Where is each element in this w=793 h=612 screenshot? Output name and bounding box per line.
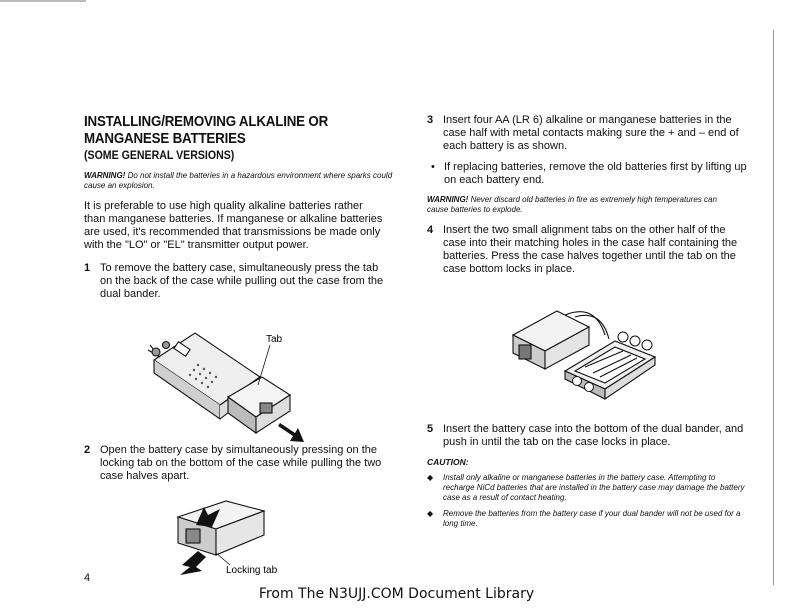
section-heading xyxy=(84,114,388,148)
step-3 xyxy=(427,114,747,153)
fig1-arrow-icon xyxy=(278,423,304,442)
left-warning xyxy=(84,171,394,191)
step-1 xyxy=(84,262,384,301)
fig2-down-arrow-icon xyxy=(180,551,206,575)
fig2-locking-tab-label: Locking tab xyxy=(226,565,278,576)
left-column-lower xyxy=(84,444,384,483)
diamond-bullet-icon: ◆ xyxy=(427,509,434,518)
diamond-bullet-icon: ◆ xyxy=(427,473,434,482)
step-3-text: Insert four AA (LR 6) alkaline or manganese batteries in the case half with metal contacts making sure the + and – end of each battery is as shown. xyxy=(443,114,739,152)
right-warning-text: Never discard old batteries in fire as extremely high temperatures can cause batteries to explode. xyxy=(427,195,717,214)
figure-open-battery-case xyxy=(168,495,298,580)
step-4 xyxy=(427,224,747,276)
step-5-text: Insert the battery case into the bottom of the dual bander, and push in until the tab on the case locks in place. xyxy=(443,423,744,448)
replace-batteries-text: If replacing batteries, remove the old batteries first by lifting up on each battery end. xyxy=(444,161,747,186)
step-4-text: Insert the two small alignment tabs on the other half of the case into their matching holes in the case half containing the batteries. Press the case halves together until the tab on the case bottom locks in place. xyxy=(443,224,738,275)
top-rule xyxy=(0,0,86,2)
figure-battery-case-halves xyxy=(505,305,665,405)
step-2-text: Open the battery case by simultaneously pressing on the locking tab on the bottom of the case while pulling the two case halves apart. xyxy=(100,444,382,482)
right-warning xyxy=(427,195,737,215)
step-1-number: 1 xyxy=(84,262,91,274)
step-1-text: To remove the battery case, simultaneously press the tab on the back of the case while pulling out the case from the dual bander. xyxy=(100,262,384,300)
left-warning-label: WARNING! xyxy=(84,171,126,180)
step-2-number: 2 xyxy=(84,444,91,456)
footer-source: From The N3UJJ.COM Document Library xyxy=(258,586,535,602)
right-column xyxy=(427,114,747,276)
caution-item xyxy=(427,473,747,503)
heading-line-1: INSTALLING/REMOVING ALKALINE OR xyxy=(84,114,329,130)
step-4-number: 4 xyxy=(427,224,434,236)
page-number: 4 xyxy=(84,572,91,584)
step-2 xyxy=(84,444,384,483)
step-5 xyxy=(427,423,747,449)
step-3-number: 3 xyxy=(427,114,434,126)
caution-item xyxy=(427,509,747,529)
intro-paragraph: It is preferable to use high quality alkaline batteries rather than manganese batteries. If manganese or alkaline batteries are used, it's recommended that transmissions be made only with the "LO" or "EL" transmitter output power. xyxy=(84,200,383,251)
caution-label: CAUTION: xyxy=(427,457,469,467)
fig1-tab-label: Tab xyxy=(266,334,283,345)
caution-item-text: Remove the batteries from the battery case if your dual bander will not be used for a long time. xyxy=(443,509,741,528)
heading-line-2: MANGANESE BATTERIES xyxy=(84,131,246,147)
step-5-number: 5 xyxy=(427,423,434,435)
caution-item-text: Install only alkaline or manganese batteries in the battery case. Attempting to recharge NiCd batteries that are installed in the battery case may damage the battery case as a result of contact heating. xyxy=(443,473,745,502)
bullet-icon: • xyxy=(431,161,435,173)
right-column-lower xyxy=(427,423,747,529)
section-subheading: (SOME GENERAL VERSIONS) xyxy=(84,150,235,162)
left-warning-text: Do not install the batteries in a hazardous environment where sparks could cause an explosion. xyxy=(84,171,393,190)
replace-batteries-note xyxy=(427,161,747,187)
right-margin-rule xyxy=(773,30,774,585)
figure-remove-battery-case xyxy=(140,325,320,450)
left-column xyxy=(84,114,393,301)
right-warning-label: WARNING! xyxy=(427,195,469,204)
